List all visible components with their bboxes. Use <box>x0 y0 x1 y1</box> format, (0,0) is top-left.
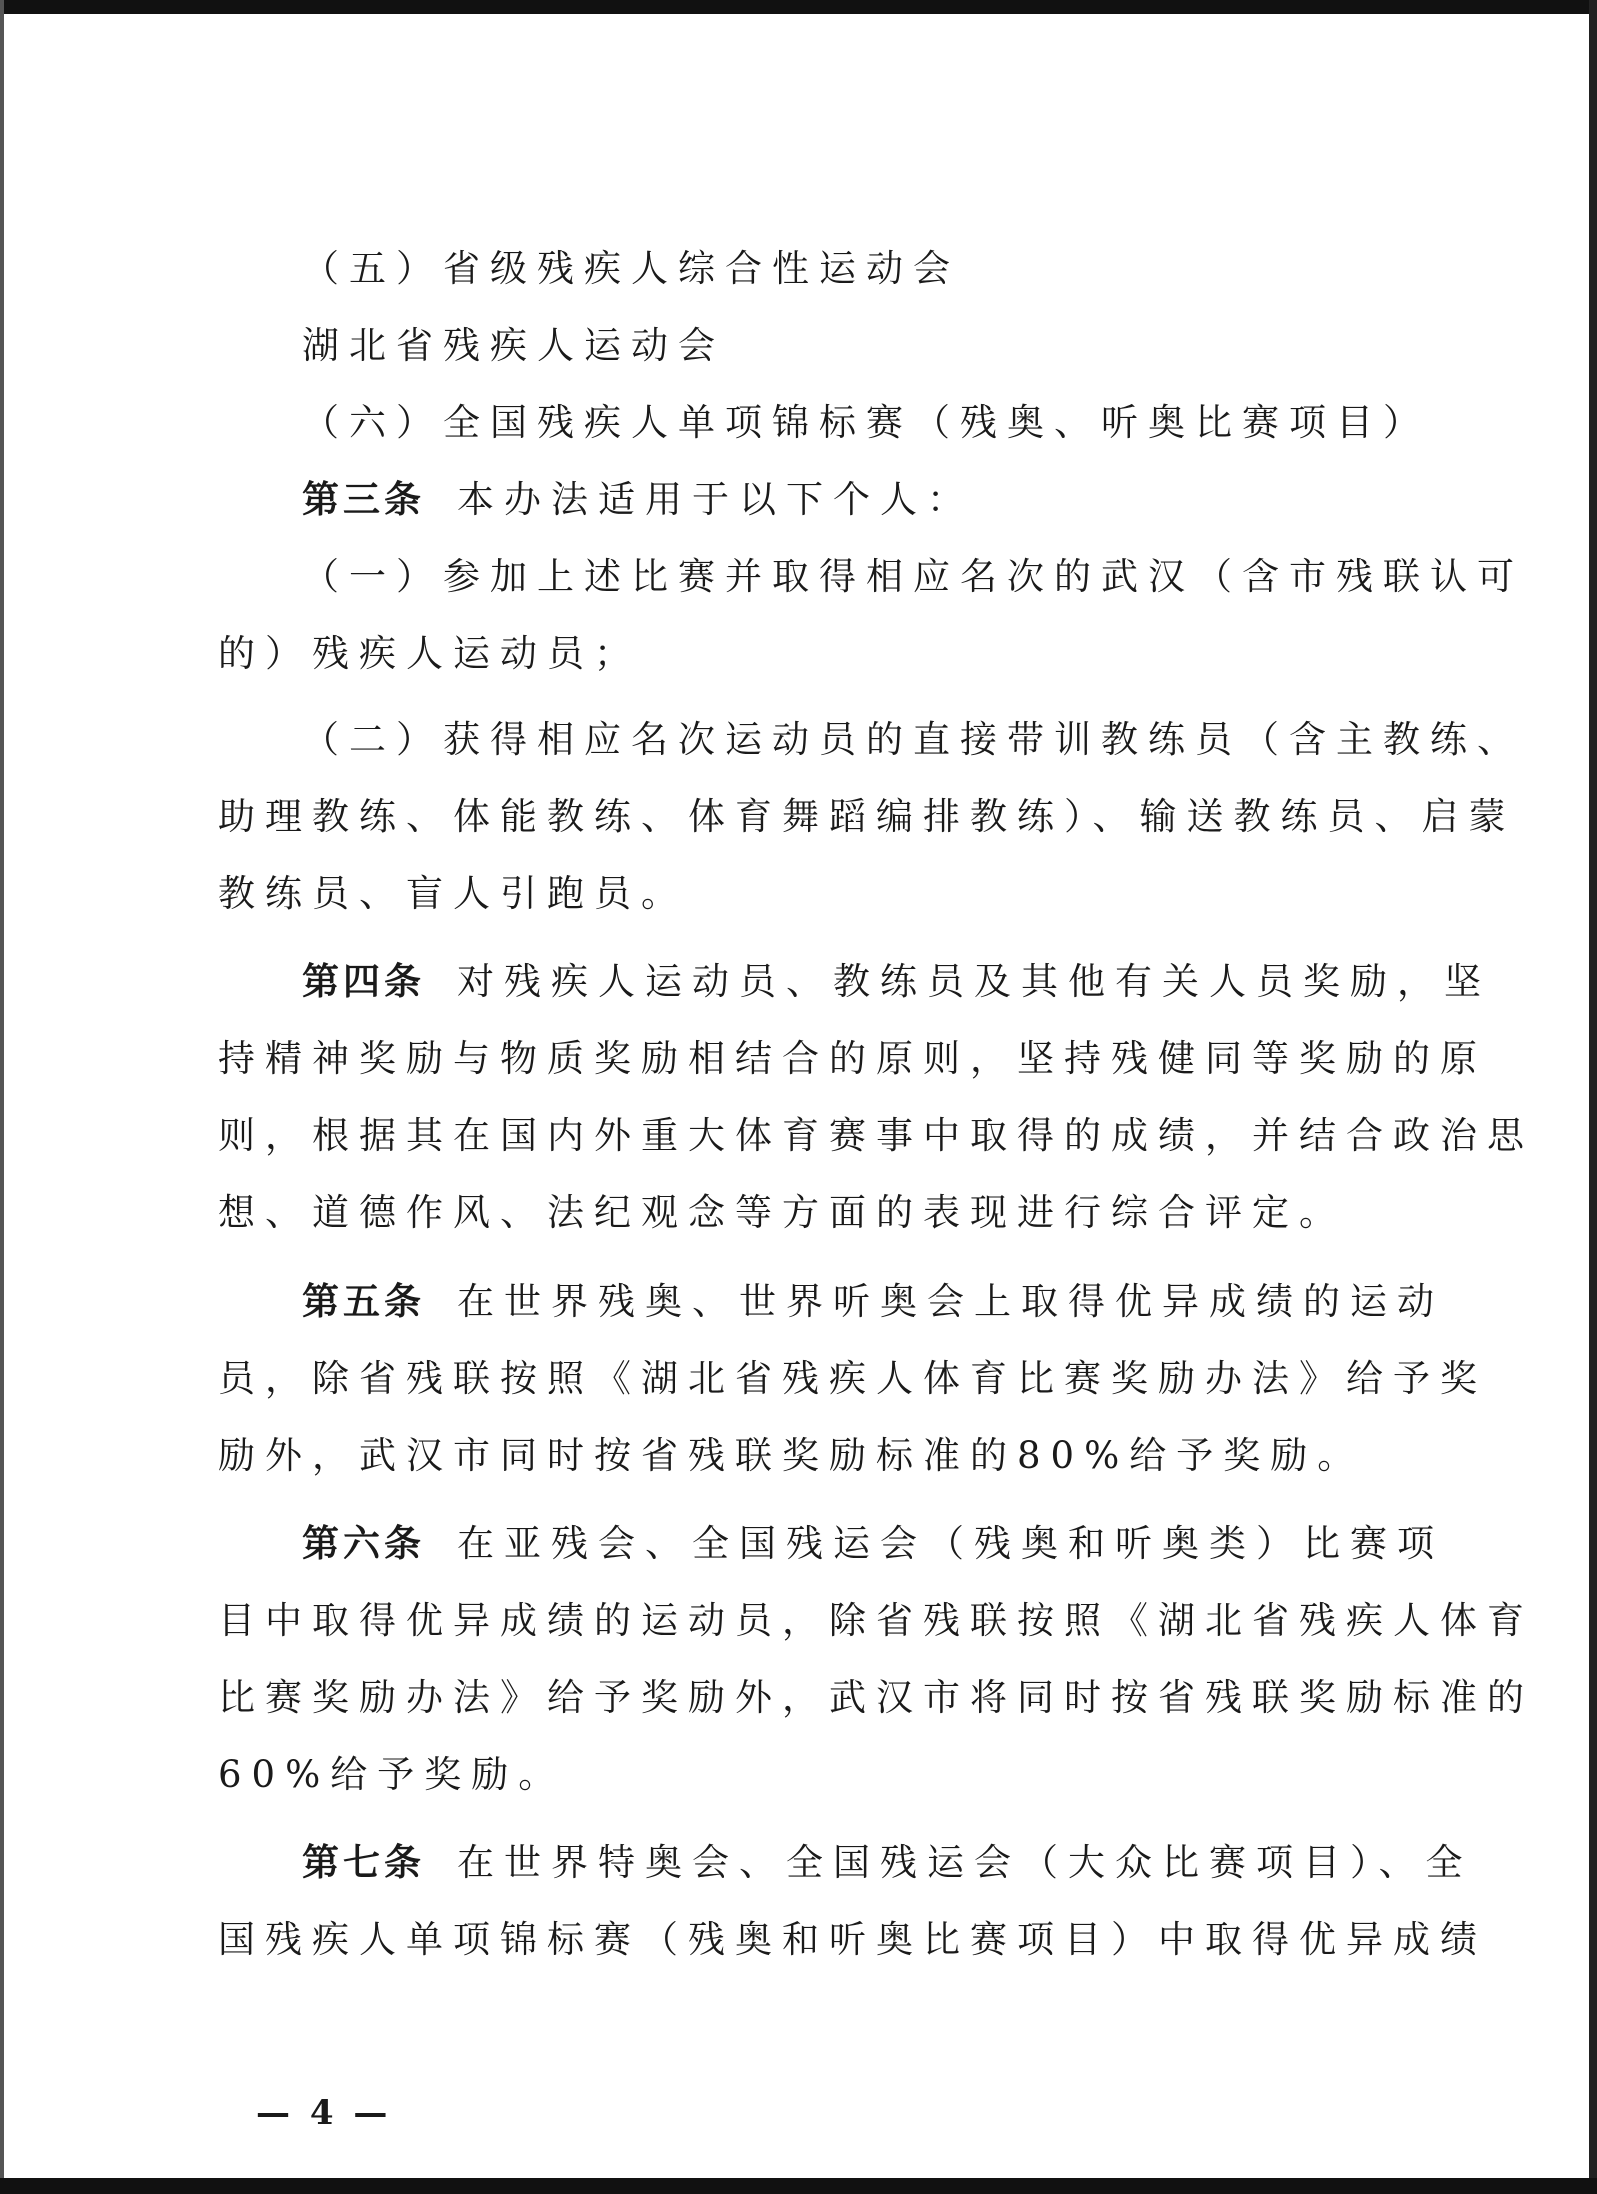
article-six-line-3: 比赛奖励办法》给予奖励外，武汉市将同时按省残联奖励标准的 <box>218 1676 1534 1719</box>
item-one-line-1: （一）参加上述比赛并取得相应名次的武汉（含市残联认可 <box>302 555 1524 598</box>
item-two-line-1: （二）获得相应名次运动员的直接带训教练员（含主教练、 <box>302 718 1524 761</box>
item-two-line-3: 教练员、盲人引跑员。 <box>218 872 688 915</box>
scan-border-bottom <box>0 2178 1597 2194</box>
scan-border-left <box>0 0 4 2194</box>
item-two-line-2: 助理教练、体能教练、体育舞蹈编排教练）、输送教练员、启蒙 <box>218 795 1516 838</box>
article-four-line-4: 想、道德作风、法纪观念等方面的表现进行综合评定。 <box>218 1191 1346 1234</box>
article-six-line-2: 目中取得优异成绩的运动员，除省残联按照《湖北省残疾人体育 <box>218 1599 1534 1642</box>
article-four-line-2: 持精神奖励与物质奖励相结合的原则，坚持残健同等奖励的原 <box>218 1037 1487 1080</box>
article-three: 第三条 本办法适用于以下个人： <box>302 478 974 521</box>
article-heading: 第四条 <box>302 960 425 1003</box>
article-seven-line-1: 第七条 在世界特奥会、全国残运会（大众比赛项目）、全 <box>302 1841 1473 1884</box>
article-five-line-1: 第五条 在世界残奥、世界听奥会上取得优异成绩的运动 <box>302 1280 1444 1323</box>
article-four-line-3: 则，根据其在国内外重大体育赛事中取得的成绩，并结合政治思 <box>218 1114 1534 1157</box>
article-six-line-1: 第六条 在亚残会、全国残运会（残奥和听奥类）比赛项 <box>302 1522 1444 1565</box>
page-number: — 4 — <box>256 2093 392 2133</box>
article-heading: 第六条 <box>302 1522 425 1565</box>
article-seven-line-2: 国残疾人单项锦标赛（残奥和听奥比赛项目）中取得优异成绩 <box>218 1918 1487 1961</box>
hubei-games-line: 湖北省残疾人运动会 <box>302 324 725 367</box>
scan-border-top <box>0 0 1597 14</box>
article-five-line-3: 励外，武汉市同时按省残联奖励标准的80%给予奖励。 <box>218 1434 1365 1477</box>
article-heading: 第五条 <box>302 1280 425 1323</box>
article-four-line-1: 第四条 对残疾人运动员、教练员及其他有关人员奖励，坚 <box>302 960 1491 1003</box>
article-six-line-4: 60%给予奖励。 <box>218 1753 566 1796</box>
article-five-line-2: 员，除省残联按照《湖北省残疾人体育比赛奖励办法》给予奖 <box>218 1357 1487 1400</box>
item-one-line-2: 的）残疾人运动员； <box>218 632 641 675</box>
item-five-line: （五）省级残疾人综合性运动会 <box>302 247 960 290</box>
article-heading: 第七条 <box>302 1841 425 1884</box>
scan-border-right <box>1589 0 1597 2194</box>
item-six-line: （六）全国残疾人单项锦标赛（残奥、听奥比赛项目） <box>302 401 1430 444</box>
article-heading: 第三条 <box>302 478 425 521</box>
